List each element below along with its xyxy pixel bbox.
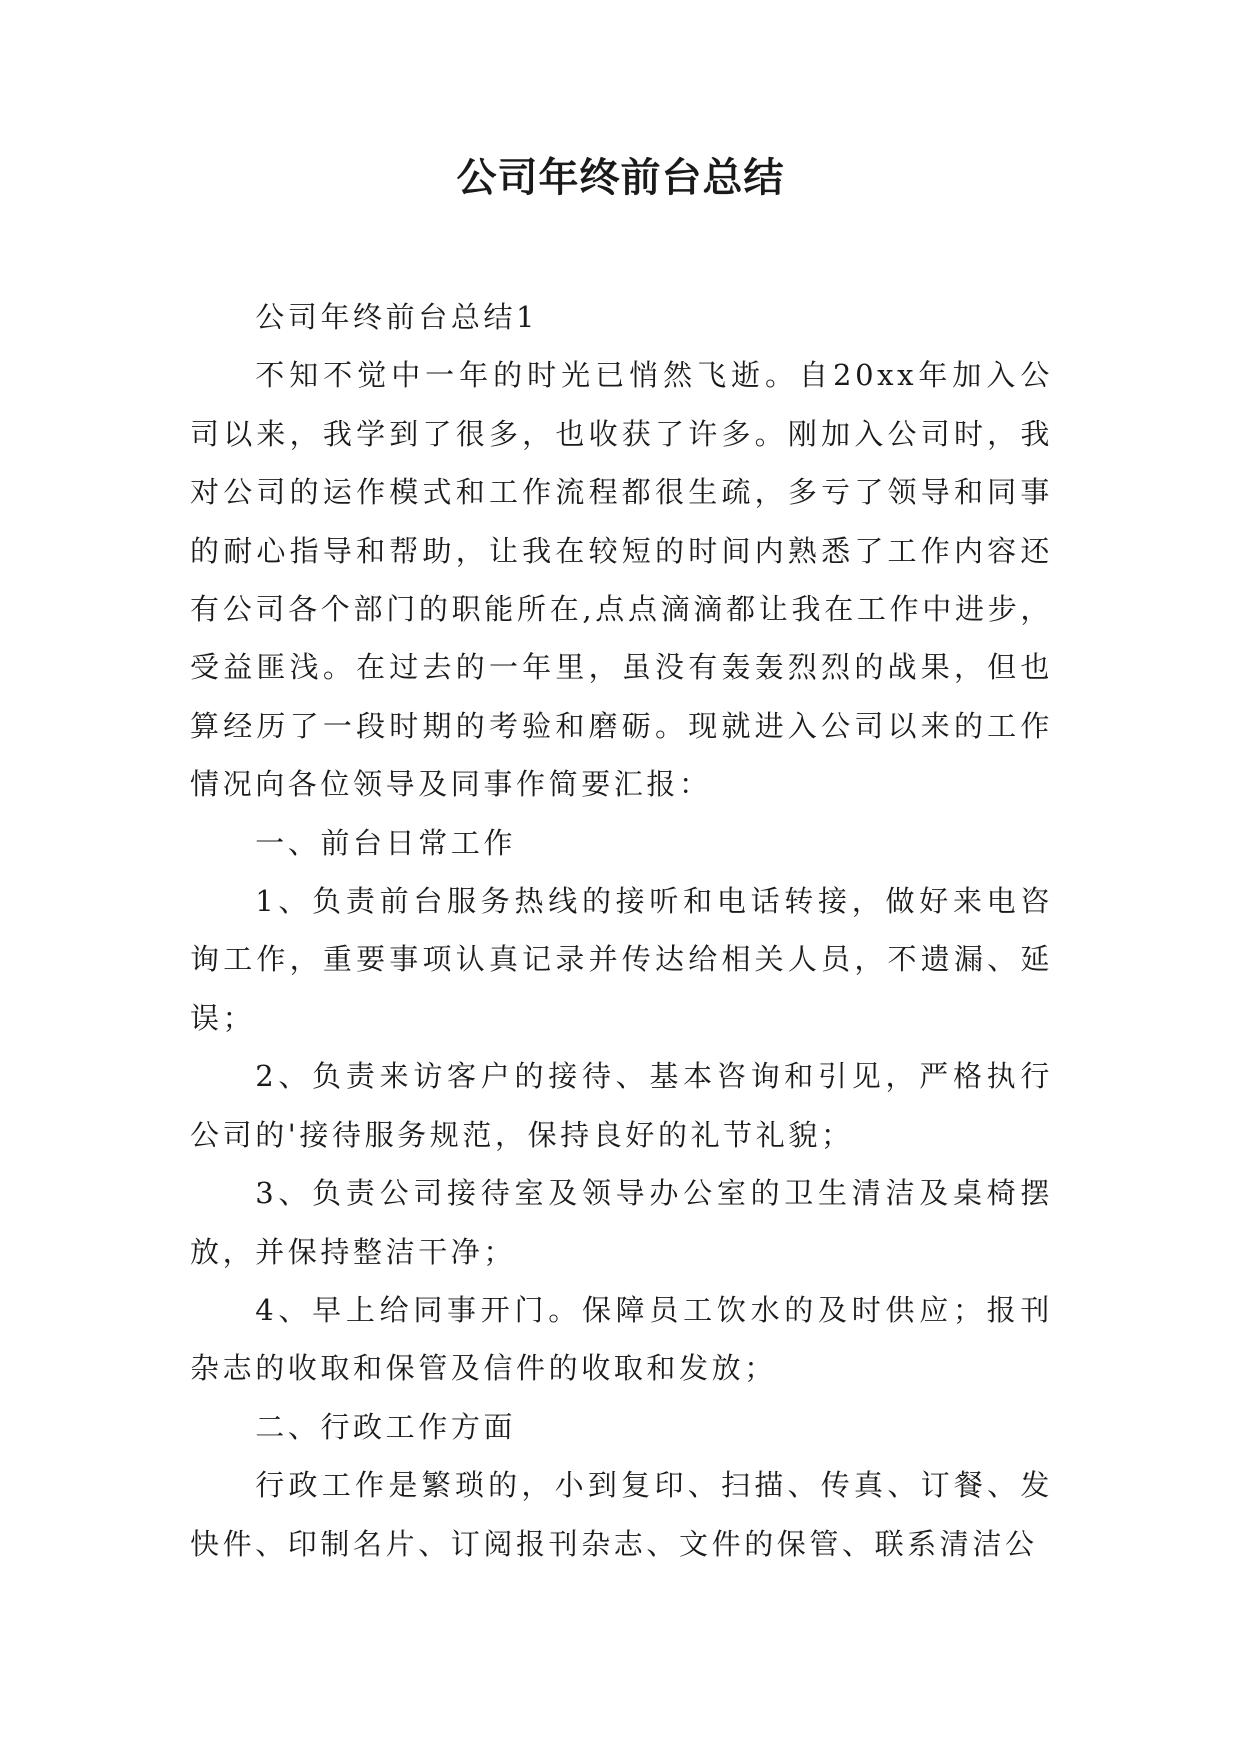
list-item: 1、负责前台服务热线的接听和电话转接，做好来电咨询工作，重要事项认真记录并传达给相关人员，不遗漏、延误；: [190, 884, 1053, 1035]
section-heading: 一、前台日常工作: [255, 825, 517, 860]
list-item: 2、负责来访客户的接待、基本咨询和引见，严格执行公司的'接待服务规范，保持良好的礼节礼貌；: [190, 1059, 1053, 1152]
list-item: 3、负责公司接待室及领导办公室的卫生清洁及桌椅摆放，并保持整洁干净；: [190, 1176, 1053, 1269]
paragraph: 行政工作是繁琐的，小到复印、扫描、传真、订餐、发快件、印制名片、订阅报刊杂志、文件的保管、联系清洁公: [190, 1468, 1053, 1561]
paragraph: 不知不觉中一年的时光已悄然飞逝。自20xx年加入公司以来，我学到了很多，也收获了许多。刚加入公司时，我对公司的运作模式和工作流程都很生疏，多亏了领导和同事的耐心指导和帮助，让我在较短的时间内熟悉了工作内容还有公司各个部门的职能所在,点点滴滴都让我在工作中进步，受益匪浅。在过去的一年里，虽没有轰轰烈烈的战果，但也算经历了一段时期的考验和磨砺。现就进入公司以来的工作情况向各位领导及同事作简要汇报：: [190, 358, 1053, 802]
list-item: 4、早上给同事开门。保障员工饮水的及时供应；报刊杂志的收取和保管及信件的收取和发放；: [190, 1292, 1053, 1386]
section-heading: 公司年终前台总结1: [255, 300, 539, 334]
document-body: [190, 288, 1053, 1573]
document-title: 公司年终前台总结: [456, 155, 785, 201]
section-heading: 二、行政工作方面: [255, 1409, 517, 1444]
